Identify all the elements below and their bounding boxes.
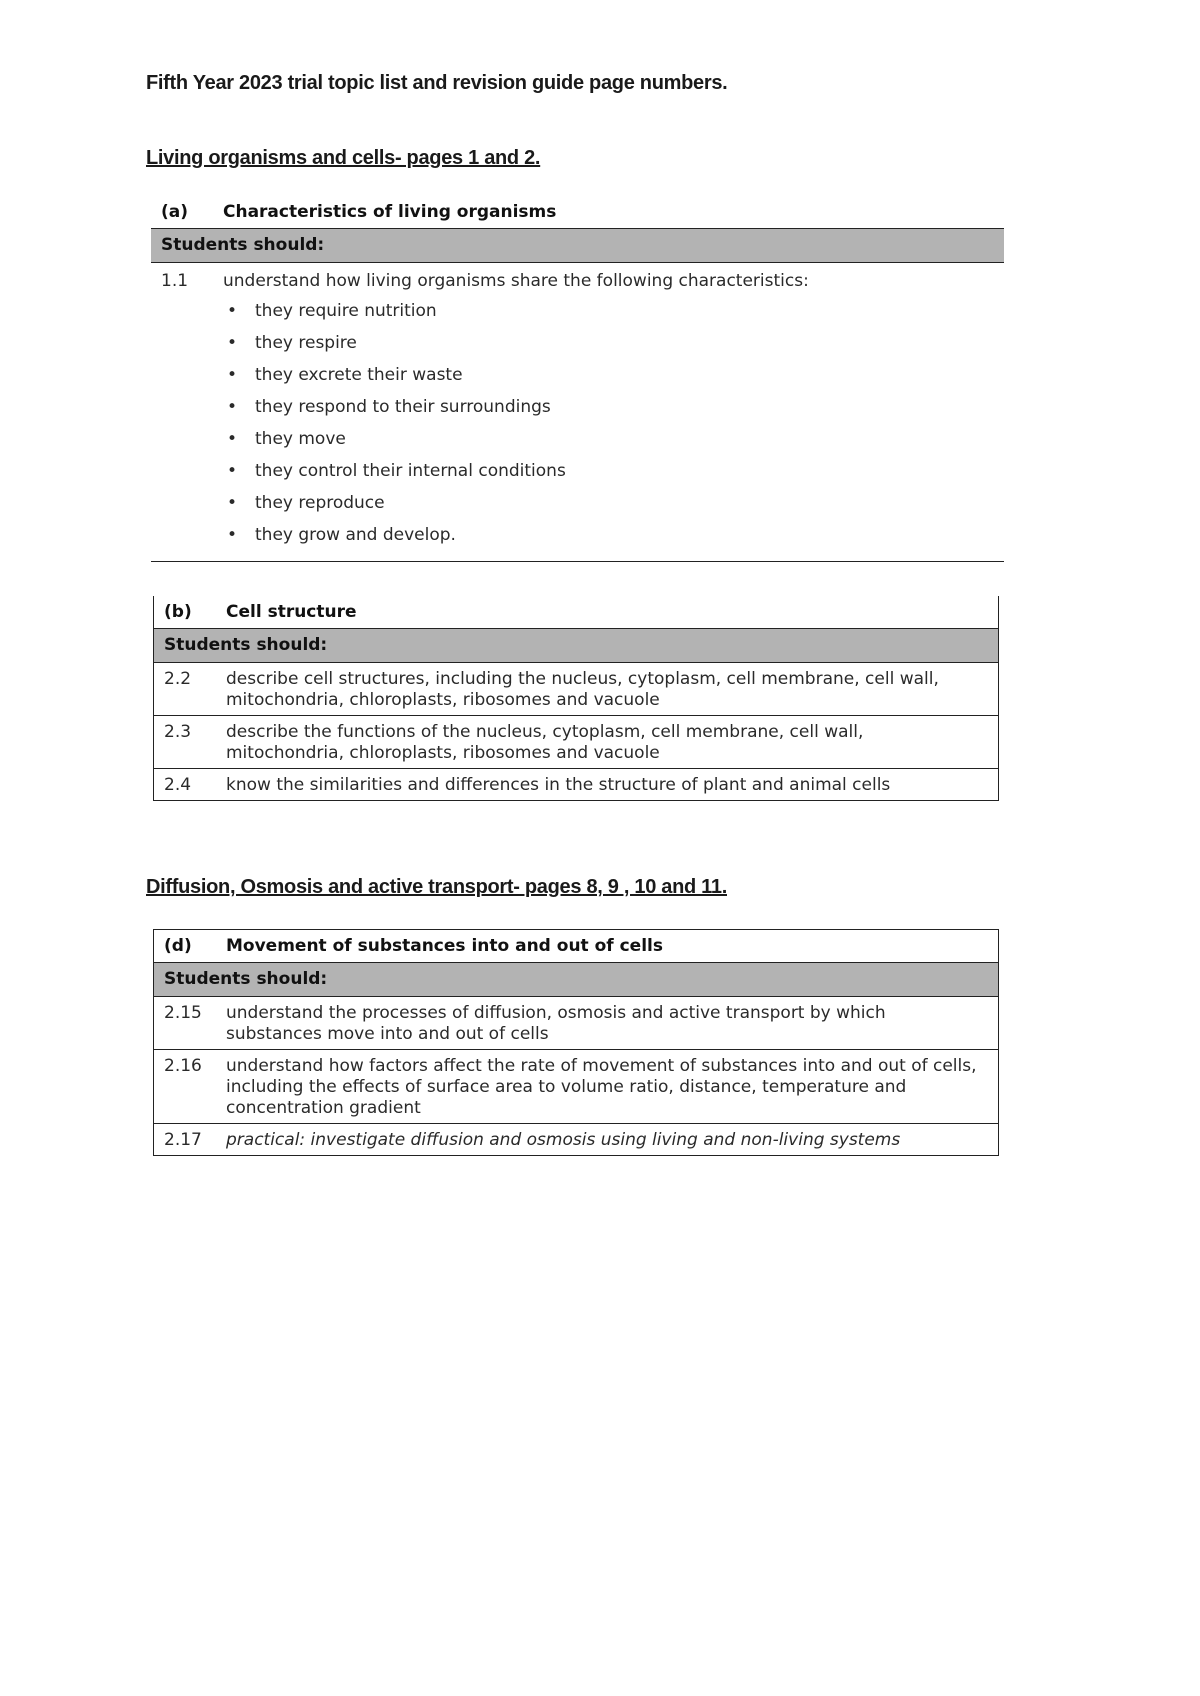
list-item bbox=[227, 523, 986, 555]
item-number: 2.4 bbox=[164, 775, 192, 795]
table-row bbox=[154, 1124, 999, 1156]
students-should-row bbox=[154, 963, 999, 997]
bullet-icon: • bbox=[227, 397, 238, 417]
item-number: 1.1 bbox=[161, 271, 189, 291]
students-should-label: Students should: bbox=[154, 963, 999, 997]
students-should-label: Students should: bbox=[151, 229, 1004, 263]
list-item-text: they grow and develop. bbox=[255, 525, 456, 545]
list-item bbox=[227, 331, 986, 363]
item-text: understand how living organisms share the following characteristics: bbox=[223, 271, 809, 291]
bullet-icon: • bbox=[227, 301, 238, 321]
list-item-text: they move bbox=[255, 429, 346, 449]
section-title: Characteristics of living organisms bbox=[223, 202, 557, 222]
list-item-text: they reproduce bbox=[255, 493, 385, 513]
table-row bbox=[154, 769, 999, 801]
table-row bbox=[151, 263, 1004, 562]
list-item-text: they respond to their surroundings bbox=[255, 397, 551, 417]
list-item bbox=[227, 427, 986, 459]
section-code: (d) bbox=[164, 936, 192, 956]
spec-table-movement-of-substances bbox=[153, 929, 999, 1156]
bullet-icon: • bbox=[227, 365, 238, 385]
table-section-header bbox=[154, 596, 999, 629]
document-title: Fifth Year 2023 trial topic list and revision guide page numbers. bbox=[146, 72, 728, 94]
table-section-header bbox=[154, 930, 999, 963]
item-number: 2.3 bbox=[154, 716, 227, 769]
item-text: understand the processes of diffusion, osmosis and active transport by which substances move into and out of cells bbox=[226, 997, 999, 1050]
list-item bbox=[227, 491, 986, 523]
section-heading-diffusion-osmosis: Diffusion, Osmosis and active transport- pages 8, 9 , 10 and 11. bbox=[146, 876, 727, 898]
list-item-text: they control their internal conditions bbox=[255, 461, 566, 481]
section-title: Cell structure bbox=[226, 602, 357, 622]
list-item bbox=[227, 395, 986, 427]
item-text: understand how factors affect the rate of movement of substances into and out of cells, including the effects of surface area to volume ratio, distance, temperature and concentration gradient bbox=[226, 1050, 999, 1124]
bullet-icon: • bbox=[227, 493, 238, 513]
item-text: describe cell structures, including the nucleus, cytoplasm, cell membrane, cell wall, mitochondria, chloroplasts, ribosomes and vacuole bbox=[226, 663, 999, 716]
table-row bbox=[154, 716, 999, 769]
list-item-text: they excrete their waste bbox=[255, 365, 463, 385]
spec-table-cell-structure bbox=[153, 596, 999, 801]
list-item bbox=[227, 459, 986, 491]
list-item-text: they require nutrition bbox=[255, 301, 437, 321]
section-title: Movement of substances into and out of cells bbox=[226, 936, 663, 956]
bullet-icon: • bbox=[227, 525, 238, 545]
list-item bbox=[227, 363, 986, 395]
item-text: know the similarities and differences in the structure of plant and animal cells bbox=[226, 775, 891, 795]
table-row bbox=[154, 663, 999, 716]
students-should-row bbox=[151, 229, 1004, 263]
students-should-row bbox=[154, 629, 999, 663]
section-code: (a) bbox=[161, 202, 189, 222]
table-section-header bbox=[151, 196, 1004, 229]
item-number: 2.17 bbox=[164, 1130, 202, 1150]
bullet-icon: • bbox=[227, 461, 238, 481]
table-row bbox=[154, 1050, 999, 1124]
item-text-practical: practical: investigate diffusion and osmosis using living and non-living systems bbox=[226, 1130, 901, 1150]
list-item-text: they respire bbox=[255, 333, 357, 353]
list-item bbox=[227, 299, 986, 331]
students-should-label: Students should: bbox=[154, 629, 999, 663]
section-heading-living-organisms: Living organisms and cells- pages 1 and 2. bbox=[146, 147, 541, 169]
item-number: 2.15 bbox=[154, 997, 227, 1050]
section-code: (b) bbox=[164, 602, 192, 622]
spec-table-characteristics bbox=[151, 196, 1004, 562]
bullet-icon: • bbox=[227, 333, 238, 353]
item-number: 2.2 bbox=[154, 663, 227, 716]
item-text-block bbox=[223, 263, 1004, 562]
item-number: 2.16 bbox=[154, 1050, 227, 1124]
table-row bbox=[154, 997, 999, 1050]
item-text: describe the functions of the nucleus, cytoplasm, cell membrane, cell wall, mitochondria, chloroplasts, ribosomes and vacuole bbox=[226, 716, 999, 769]
bullet-icon: • bbox=[227, 429, 238, 449]
characteristics-list bbox=[223, 299, 986, 555]
